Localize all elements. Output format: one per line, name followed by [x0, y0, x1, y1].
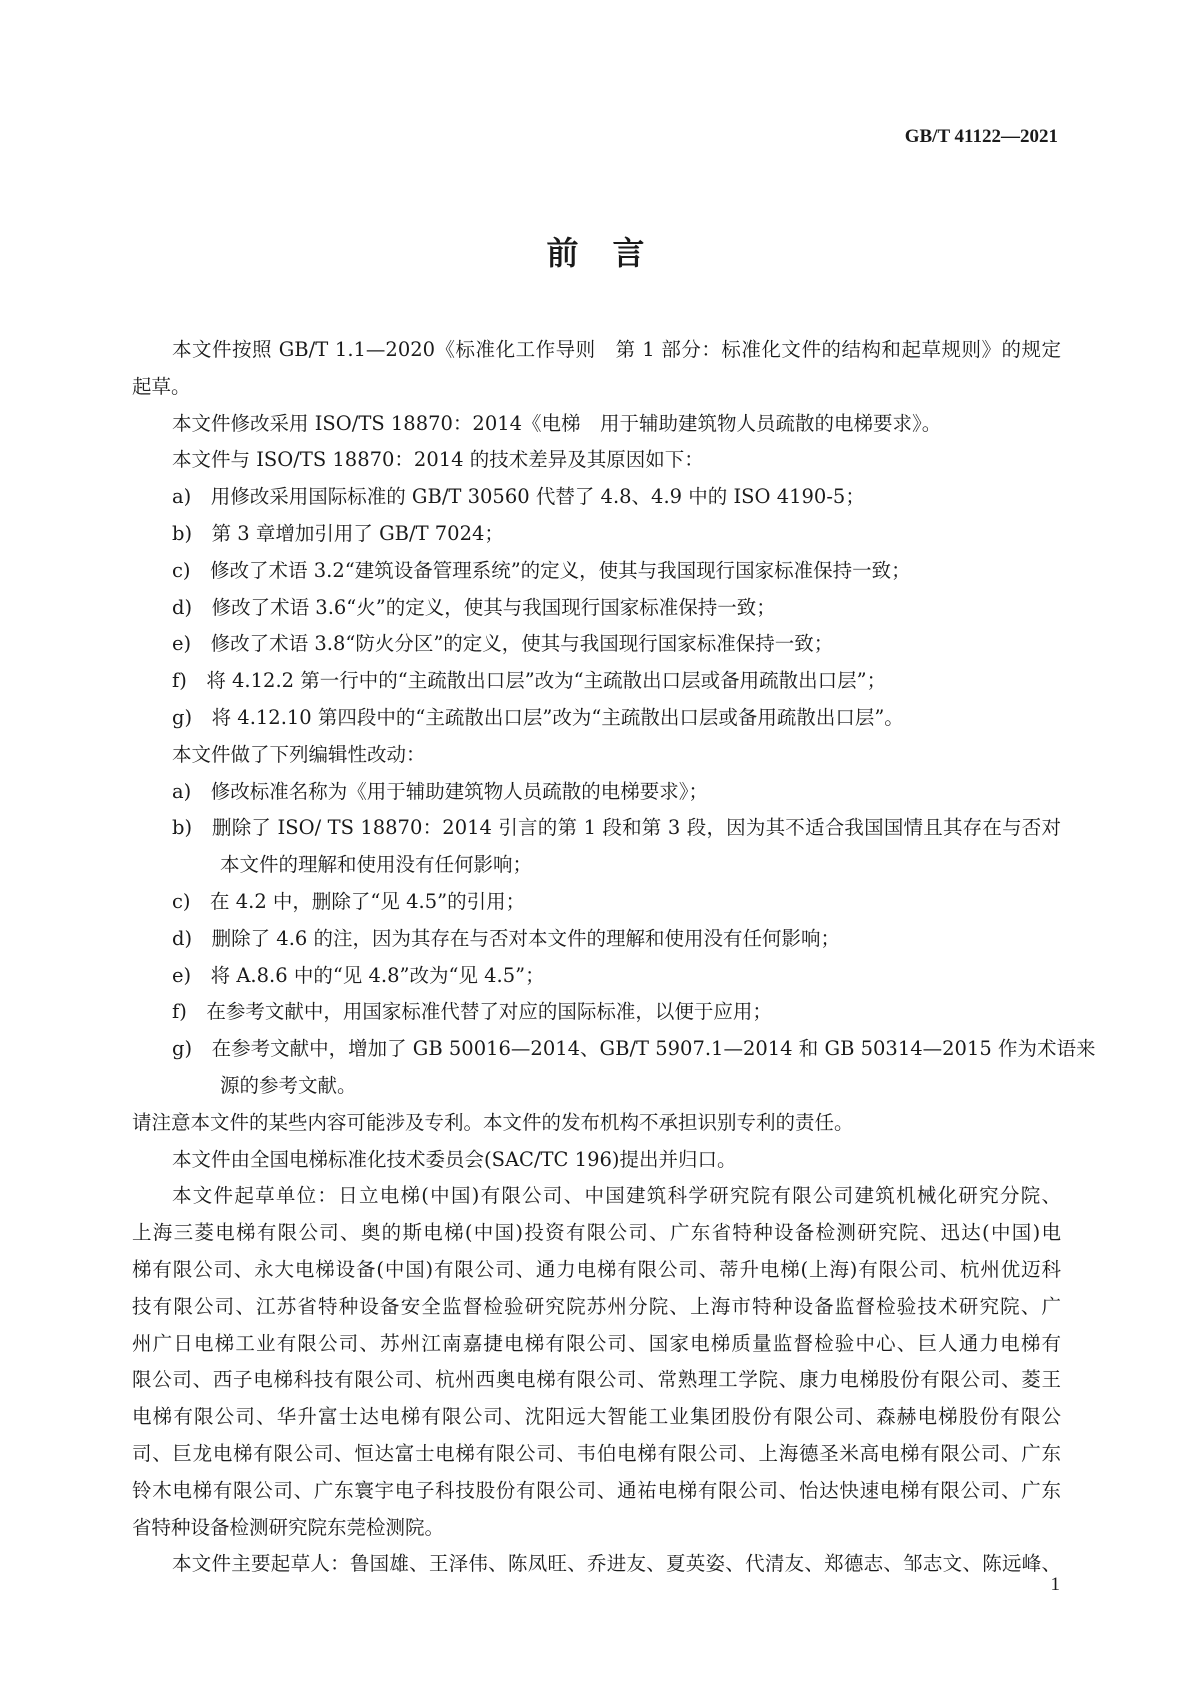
- list-item: b) 删除了 ISO/ TS 18870：2014 引言的第 1 段和第 3 段，因为其不适合我国国情且其存在与否对: [172, 816, 1061, 840]
- list-item: e) 将 A.8.6 中的“见 4.8”改为“见 4.5”；: [172, 963, 545, 987]
- list-item: g) 在参考文献中，增加了 GB 50016—2014、GB/T 5907.1—2014 和 GB 50314—2015 作为术语来: [172, 1037, 1096, 1061]
- list-item: d) 修改了术语 3.6“火”的定义，使其与我国现行国家标准保持一致；: [172, 595, 776, 619]
- list-item: a) 修改标准名称为《用于辅助建筑物人员疏散的电梯要求》；: [172, 779, 708, 803]
- paragraph-line: 技有限公司、江苏省特种设备安全监督检验研究院苏州分院、上海市特种设备监督检验技术研究院、广: [132, 1294, 1061, 1318]
- paragraph-line: 请注意本文件的某些内容可能涉及专利。本文件的发布机构不承担识别专利的责任。: [132, 1110, 854, 1134]
- paragraph-line: 本文件做了下列编辑性改动：: [172, 742, 426, 766]
- page-title: 前言: [546, 234, 679, 272]
- paragraph-line: 本文件起草单位：日立电梯(中国)有限公司、中国建筑科学研究院有限公司建筑机械化研究分院、: [172, 1184, 1061, 1208]
- list-item: g) 将 4.12.10 第四段中的“主疏散出口层”改为“主疏散出口层或备用疏散出口层”。: [172, 705, 904, 729]
- paragraph-line: 上海三菱电梯有限公司、奥的斯电梯(中国)投资有限公司、广东省特种设备检测研究院、迅达(中国)电: [132, 1221, 1061, 1245]
- paragraph-line: 本文件修改采用 ISO/TS 18870：2014《电梯 用于辅助建筑物人员疏散的电梯要求》。: [172, 411, 942, 435]
- paragraph-line: 起草。: [132, 374, 191, 398]
- list-item: e) 修改了术语 3.8“防火分区”的定义，使其与我国现行国家标准保持一致；: [172, 632, 834, 656]
- document-body: [132, 332, 1096, 1583]
- page-number: 1: [1050, 1574, 1060, 1595]
- list-item: f) 在参考文献中，用国家标准代替了对应的国际标准，以便于应用；: [172, 1000, 772, 1024]
- list-item-continuation: 本文件的理解和使用没有任何影响；: [220, 853, 533, 877]
- paragraph-line: 本文件按照 GB/T 1.1—2020《标准化工作导则 第 1 部分：标准化文件的结构和起草规则》的规定: [172, 338, 1061, 361]
- list-item: b) 第 3 章增加引用了 GB/T 7024；: [172, 521, 504, 545]
- standard-number: GB/T 41122—2021: [904, 126, 1058, 147]
- paragraph-line: 州广日电梯工业有限公司、苏州江南嘉捷电梯有限公司、国家电梯质量监督检验中心、巨人通力电梯有: [132, 1331, 1061, 1355]
- paragraph-line: 电梯有限公司、华升富士达电梯有限公司、沈阳远大智能工业集团股份有限公司、森赫电梯股份有限公: [132, 1405, 1061, 1429]
- list-item: c) 修改了术语 3.2“建筑设备管理系统”的定义，使其与我国现行国家标准保持一致；: [172, 558, 911, 582]
- paragraph-line: 铃木电梯有限公司、广东寰宇电子科技股份有限公司、通祐电梯有限公司、怡达快速电梯有限公司、广东: [132, 1478, 1061, 1502]
- list-item: a) 用修改采用国际标准的 GB/T 30560 代替了 4.8、4.9 中的 ISO 4190-5；: [172, 485, 865, 509]
- list-item-continuation: 源的参考文献。: [220, 1073, 357, 1097]
- paragraph-line: 本文件主要起草人：鲁国雄、王泽伟、陈凤旺、乔进友、夏英姿、代清友、郑德志、邹志文、陈远峰、: [172, 1552, 1061, 1576]
- paragraph-line: 梯有限公司、永大电梯设备(中国)有限公司、通力电梯有限公司、蒂升电梯(上海)有限公司、杭州优迈科: [132, 1257, 1061, 1281]
- list-item: f) 将 4.12.2 第一行中的“主疏散出口层”改为“主疏散出口层或备用疏散出口层”；: [172, 669, 887, 693]
- paragraph-line: 本文件与 ISO/TS 18870：2014 的技术差异及其原因如下：: [172, 448, 704, 472]
- paragraph-line: 限公司、西子电梯科技有限公司、杭州西奥电梯有限公司、常熟理工学院、康力电梯股份有限公司、菱王: [132, 1368, 1061, 1392]
- list-item: d) 删除了 4.6 的注，因为其存在与否对本文件的理解和使用没有任何影响；: [172, 926, 840, 950]
- paragraph-line: 省特种设备检测研究院东莞检测院。: [132, 1515, 445, 1539]
- paragraph-line: 本文件由全国电梯标准化技术委员会(SAC/TC 196)提出并归口。: [172, 1147, 737, 1171]
- list-item: c) 在 4.2 中，删除了“见 4.5”的引用；: [172, 889, 526, 913]
- paragraph-line: 司、巨龙电梯有限公司、恒达富士电梯有限公司、韦伯电梯有限公司、上海德圣米高电梯有限公司、广东: [132, 1441, 1061, 1465]
